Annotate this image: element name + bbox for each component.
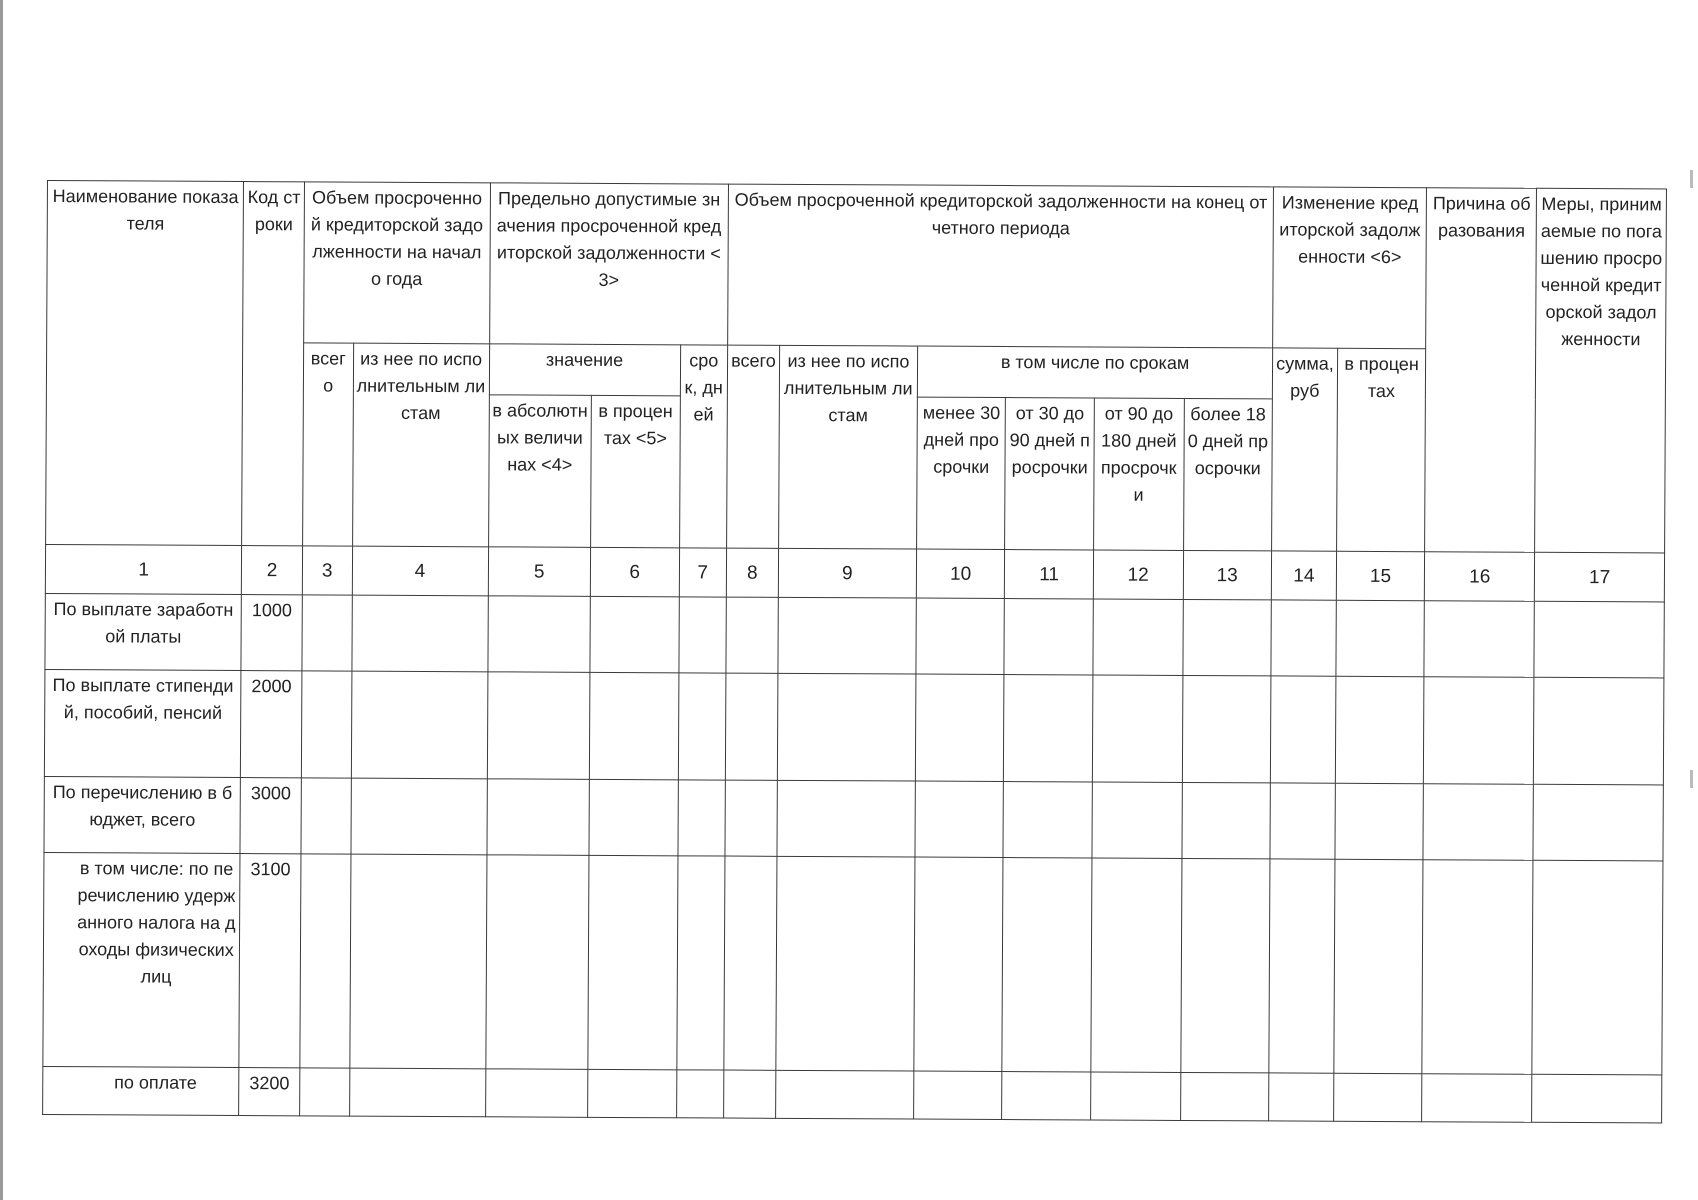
row-code: 2000 — [241, 671, 302, 778]
scan-edge — [0, 0, 3, 1200]
data-cell — [302, 595, 352, 672]
data-cell — [485, 1069, 588, 1117]
change-sum-header: сумма, руб — [1272, 348, 1338, 552]
data-cell — [1180, 1073, 1269, 1121]
end-terms-header: в том числе по срокам — [917, 346, 1272, 399]
data-cell — [916, 598, 1005, 675]
column-number: 3 — [302, 546, 352, 595]
limits-abs-header: в абсолютных величинах <4> — [488, 394, 591, 547]
column-number: 7 — [679, 548, 727, 597]
column-number: 12 — [1093, 550, 1183, 599]
data-cell — [778, 597, 917, 674]
data-cell — [1532, 1074, 1662, 1123]
data-cell — [349, 1068, 485, 1117]
data-cell — [301, 778, 351, 855]
col-measures-header: Меры, принимаемые по погашению просроченной кредиторской задолженности — [1535, 188, 1667, 553]
limits-pct-header: в процентах <5> — [591, 395, 680, 548]
data-cell — [776, 857, 915, 1071]
start-total-header: всего — [302, 343, 353, 547]
header-row-1 — [47, 181, 1667, 350]
table-row — [44, 670, 1664, 785]
data-cell — [915, 781, 1004, 858]
data-cell — [1270, 676, 1335, 783]
data-cell — [725, 673, 777, 780]
term-gt180-header: более 180 дней просрочки — [1183, 398, 1272, 551]
data-cell — [1181, 783, 1270, 860]
group-limits-header: Предельно допустимые значения просроченной кредиторской задолженности <3> — [489, 183, 728, 345]
data-cell — [725, 780, 777, 857]
data-cell — [301, 671, 351, 778]
data-cell — [590, 596, 679, 673]
data-cell — [1004, 675, 1093, 782]
group-end-volume-header: Объем просроченной кредиторской задолженности на конец отчетного периода — [728, 184, 1274, 348]
data-cell — [724, 857, 777, 1071]
column-number: 5 — [488, 547, 591, 596]
data-cell — [588, 1069, 677, 1117]
row-name: По выплате стипендий, пособий, пенсий — [44, 670, 241, 778]
data-cell — [588, 856, 678, 1070]
term-lt30-header: менее 30 дней просрочки — [917, 397, 1006, 550]
column-number: 4 — [352, 546, 488, 596]
data-cell — [1093, 599, 1183, 676]
data-cell — [678, 597, 726, 674]
row-name: по оплате — [43, 1067, 240, 1116]
data-cell — [677, 780, 725, 857]
data-cell — [777, 781, 916, 858]
row-code: 3200 — [239, 1068, 300, 1116]
column-number: 11 — [1005, 550, 1094, 599]
data-cell — [1422, 860, 1533, 1074]
table-row — [45, 594, 1664, 679]
column-number: 1 — [45, 545, 242, 595]
group-start-volume-header: Объем просроченной кредиторской задолженности на начало года — [304, 182, 490, 344]
column-number: 8 — [726, 548, 778, 597]
table-row — [44, 777, 1663, 862]
column-number: 14 — [1271, 551, 1336, 600]
term-30-90-header: от 30 до 90 дней просрочки — [1005, 397, 1094, 550]
data-cell — [300, 854, 351, 1068]
data-cell — [775, 1070, 913, 1119]
data-cell — [299, 1068, 349, 1116]
data-cell — [676, 1070, 724, 1118]
table-row — [43, 853, 1663, 1075]
data-cell — [724, 1070, 776, 1118]
scan-mark — [1690, 770, 1693, 788]
col-code-header: Код строки — [242, 182, 304, 547]
data-cell — [486, 779, 589, 856]
row-name: По выплате заработной платы — [45, 594, 242, 671]
data-cell — [589, 780, 678, 857]
table-row — [43, 1067, 1662, 1123]
column-numbers-row — [45, 545, 1664, 602]
data-cell — [777, 674, 916, 782]
limits-value-header: значение — [489, 344, 680, 396]
start-writs-header: из нее по исполнительным листам — [352, 343, 489, 547]
end-total-header: всего — [727, 345, 780, 549]
column-number: 13 — [1183, 551, 1272, 600]
data-cell — [1003, 782, 1092, 859]
data-cell — [1182, 676, 1271, 783]
end-writs-header: из нее по исполнительным листам — [778, 345, 917, 549]
data-cell — [1334, 860, 1424, 1074]
data-cell — [1271, 600, 1336, 677]
data-cell — [1269, 859, 1335, 1073]
data-cell — [351, 595, 487, 672]
row-code: 3100 — [239, 854, 301, 1068]
data-cell — [676, 856, 725, 1070]
data-cell — [349, 855, 486, 1069]
data-cell — [914, 858, 1004, 1072]
data-cell — [1270, 783, 1335, 860]
term-90-180-header: от 90 до 180 дней просрочки — [1093, 398, 1183, 551]
row-name: в том числе: по перечислению удержанного налога на доходы физических лиц — [43, 853, 241, 1068]
data-cell — [350, 778, 486, 855]
data-cell — [485, 855, 589, 1069]
data-cell — [1182, 599, 1271, 676]
data-cell — [914, 1071, 1003, 1119]
data-cell — [1424, 601, 1534, 678]
data-cell — [1336, 600, 1425, 677]
data-cell — [915, 674, 1004, 781]
data-cell — [1335, 783, 1424, 860]
col-reason-header: Причина образования — [1425, 188, 1537, 553]
data-cell — [1269, 1073, 1334, 1121]
overdue-debt-table — [42, 180, 1667, 1123]
column-number: 2 — [242, 546, 303, 595]
data-cell — [1534, 601, 1664, 678]
data-cell — [1532, 861, 1663, 1075]
data-cell — [487, 596, 590, 673]
row-code: 1000 — [241, 595, 302, 672]
data-cell — [1092, 675, 1182, 782]
data-cell — [1092, 782, 1182, 859]
data-cell — [726, 597, 778, 674]
group-change-header: Изменение кредиторской задолженности <6> — [1273, 187, 1427, 349]
data-cell — [1091, 1072, 1181, 1120]
col-name-header: Наименование показателя — [46, 181, 244, 546]
row-name: По перечислению в бюджет, всего — [44, 777, 241, 854]
change-pct-header: в процентах — [1336, 348, 1426, 552]
data-cell — [1533, 784, 1663, 861]
limits-term-header: срок, дней — [679, 345, 728, 549]
data-cell — [1424, 677, 1535, 784]
data-cell — [487, 672, 590, 779]
scan-mark — [1690, 170, 1693, 188]
data-cell — [1091, 858, 1182, 1072]
column-number: 10 — [916, 549, 1005, 598]
data-cell — [1002, 1072, 1091, 1120]
data-cell — [351, 671, 488, 779]
data-cell — [589, 673, 678, 780]
data-cell — [1002, 858, 1092, 1072]
column-number: 17 — [1535, 553, 1665, 603]
column-number: 15 — [1336, 551, 1425, 600]
data-cell — [1004, 599, 1093, 676]
column-number: 9 — [778, 549, 916, 599]
data-cell — [1180, 859, 1270, 1073]
data-cell — [1534, 678, 1664, 786]
data-cell — [1422, 1074, 1532, 1122]
data-cell — [1423, 784, 1533, 861]
data-cell — [1335, 677, 1424, 784]
row-code: 3000 — [240, 778, 301, 855]
data-cell — [1333, 1073, 1422, 1121]
data-cell — [678, 673, 726, 780]
column-number: 16 — [1425, 552, 1535, 601]
column-number: 6 — [590, 548, 679, 597]
